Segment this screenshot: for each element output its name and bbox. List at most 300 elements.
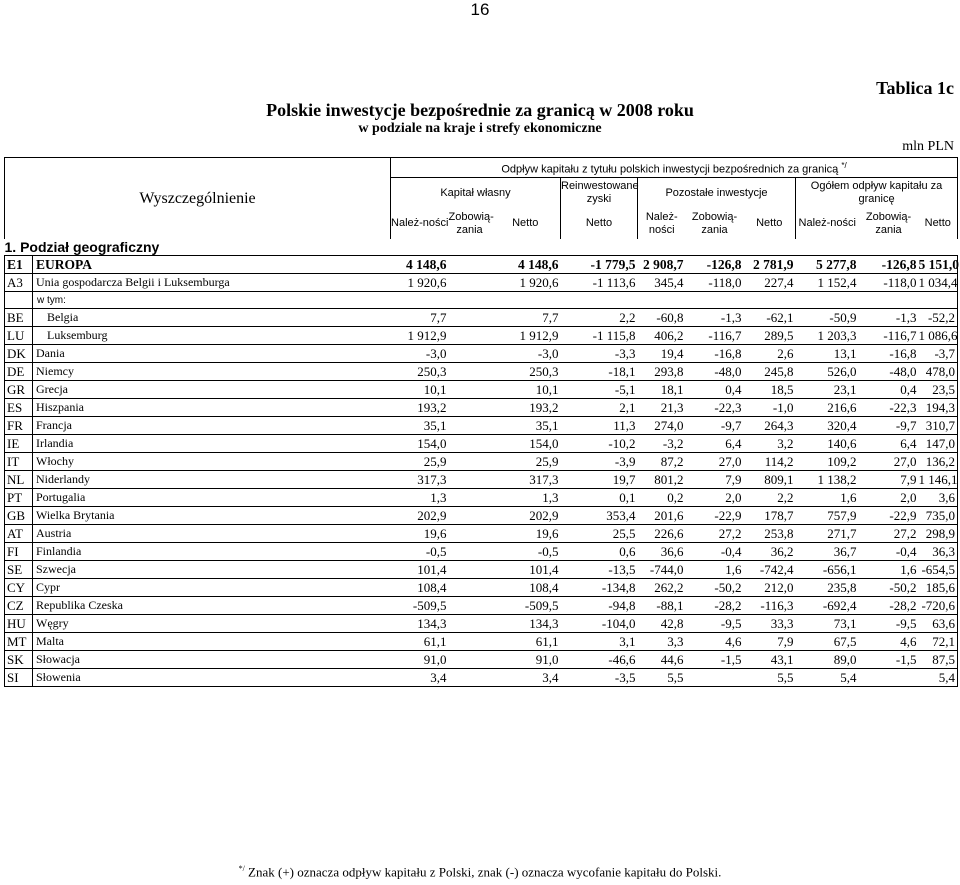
value-cell: 6,4 [859,435,919,453]
country-name: Węgry [33,615,391,633]
country-name: Austria [33,525,391,543]
country-name: Szwecja [33,561,391,579]
value-cell: 2,1 [561,399,638,417]
country-code: FR [5,417,33,435]
value-cell: -0,5 [391,543,449,561]
value-cell: -28,2 [859,597,919,615]
value-cell: 7,9 [686,471,744,489]
value-cell: 36,3 [919,543,958,561]
table-row [5,633,958,651]
value-cell: -3,3 [561,345,638,363]
value-cell: -744,0 [638,561,686,579]
value-cell: 42,8 [638,615,686,633]
value-cell: -22,3 [859,399,919,417]
value-cell [449,256,491,274]
value-cell: -116,7 [859,327,919,345]
value-cell: -134,8 [561,579,638,597]
value-cell: 89,0 [796,651,859,669]
country-code: E1 [5,256,33,274]
value-cell: -13,5 [561,561,638,579]
value-cell: -126,8 [686,256,744,274]
value-cell: -9,5 [686,615,744,633]
value-cell: 2,2 [744,489,796,507]
value-cell: -1,5 [859,651,919,669]
value-cell: -50,2 [859,579,919,597]
value-cell: 1 034,4 [918,274,958,290]
value-cell: -22,9 [686,507,744,525]
value-cell: 18,5 [744,381,796,399]
country-name: Unia gospodarcza Belgii i Luksemburga [33,274,391,292]
value-cell: 134,3 [491,615,561,633]
value-cell: 36,7 [796,543,859,561]
value-cell [449,561,491,579]
value-cell [449,274,491,292]
table-row [5,345,958,363]
value-cell: 6,4 [686,435,744,453]
table-row [5,507,958,525]
table-row [5,381,958,399]
value-cell: 3,2 [744,435,796,453]
value-cell: 5,4 [919,669,958,687]
value-cell: -18,1 [561,363,638,381]
value-cell [449,327,491,345]
value-cell: 154,0 [491,435,561,453]
value-cell: 73,1 [796,615,859,633]
value-cell: 250,3 [391,363,449,381]
value-cell: -60,8 [638,309,686,327]
value-cell: 4,6 [686,633,744,651]
value-cell: 101,4 [391,561,449,579]
value-cell: -5,1 [561,381,638,399]
value-cell: 253,8 [744,525,796,543]
equity-header: Kapitał własny [391,178,561,209]
value-cell: 227,4 [744,274,796,292]
value-cell: -1 115,8 [561,327,638,345]
value-cell: 4 148,6 [391,256,449,274]
value-cell: 109,2 [796,453,859,471]
total-header: Ogółem odpływ kapitału za granicę [796,178,958,209]
value-cell: 25,5 [561,525,638,543]
value-cell: 4 148,6 [491,256,561,274]
value-cell [686,669,744,687]
value-cell: 1,6 [859,561,919,579]
other-claims-header: Należ-ności [638,209,686,239]
value-cell: -22,3 [686,399,744,417]
value-cell: 1 920,6 [391,274,449,292]
value-cell: 212,0 [744,579,796,597]
table-row [5,363,958,381]
value-cell: 2,6 [744,345,796,363]
value-cell: -0,4 [859,543,919,561]
value-cell [449,507,491,525]
value-cell [449,345,491,363]
country-name: Francja [33,417,391,435]
value-cell: 11,3 [561,417,638,435]
value-cell: 202,9 [391,507,449,525]
value-cell: 134,3 [391,615,449,633]
value-cell: 1 203,3 [796,327,859,345]
country-name: Grecja [33,381,391,399]
value-cell: 19,4 [638,345,686,363]
total-liabilities-header: Zobowią-zania [865,210,912,236]
value-cell: -118,0 [859,274,919,292]
value-cell: 320,4 [796,417,859,435]
country-code: DE [5,363,33,381]
unit-label: mln PLN [902,139,954,154]
value-cell: 27,2 [686,525,744,543]
value-cell [859,669,919,687]
value-cell: -52,2 [919,309,958,327]
value-cell: 0,6 [561,543,638,561]
value-cell: 63,6 [919,615,958,633]
section-label: 1. Podział geograficzny [4,238,160,255]
value-cell: -1 779,5 [561,256,638,274]
value-cell: 293,8 [638,363,686,381]
table-row [5,309,958,327]
other-liabilities-header: Zobowią-zania [691,210,738,236]
value-cell [449,525,491,543]
within-code-cell [5,292,33,309]
value-cell: -10,2 [561,435,638,453]
value-cell: 23,5 [919,381,958,399]
value-cell: 36,6 [638,543,686,561]
value-cell: -509,5 [391,597,449,615]
value-cell: -48,0 [686,363,744,381]
value-cell: -50,2 [686,579,744,597]
value-cell: 87,2 [638,453,686,471]
value-cell: 25,9 [491,453,561,471]
value-cell: 4,6 [859,633,919,651]
value-cell: 289,5 [744,327,796,345]
value-cell: -16,8 [686,345,744,363]
table-row [5,525,958,543]
value-cell: 226,6 [638,525,686,543]
row-label-header: Wyszczególnienie [5,158,391,239]
value-cell: 19,7 [561,471,638,489]
value-cell: -22,9 [859,507,919,525]
value-cell [449,633,491,651]
value-cell: 193,2 [391,399,449,417]
value-cell: 114,2 [744,453,796,471]
table-row [5,435,958,453]
value-cell [449,489,491,507]
value-cell: 0,2 [638,489,686,507]
value-cell [449,471,491,489]
value-cell [449,417,491,435]
value-cell: 35,1 [491,417,561,435]
value-cell [449,543,491,561]
value-cell: 7,9 [859,471,919,489]
value-cell: 13,1 [796,345,859,363]
country-code: DK [5,345,33,363]
value-cell: 5,5 [744,669,796,687]
value-cell: 526,0 [796,363,859,381]
value-cell: 353,4 [561,507,638,525]
value-cell: 809,1 [744,471,796,489]
value-cell: 194,3 [919,399,958,417]
country-name: Belgia [33,309,391,327]
value-cell: 35,1 [391,417,449,435]
value-cell: 317,3 [491,471,561,489]
value-cell: 3,3 [638,633,686,651]
value-cell: -28,2 [686,597,744,615]
value-cell: 19,6 [391,525,449,543]
country-code: IE [5,435,33,453]
value-cell: 36,2 [744,543,796,561]
value-cell: 10,1 [491,381,561,399]
value-cell: 478,0 [919,363,958,381]
value-cell: 61,1 [491,633,561,651]
country-code: PT [5,489,33,507]
table-row [5,274,958,292]
country-name: EUROPA [33,256,391,274]
value-cell: 1 138,2 [796,471,859,489]
table-row [5,615,958,633]
value-cell [449,381,491,399]
country-name: Słowacja [33,651,391,669]
value-cell: -118,0 [686,274,744,292]
equity-liabilities-header: Zobowią-zania [448,210,494,236]
value-cell: 2 781,9 [744,256,796,274]
value-cell: 0,1 [561,489,638,507]
country-code: GR [5,381,33,399]
value-cell: 33,3 [744,615,796,633]
value-cell: 67,5 [796,633,859,651]
value-cell: 5 277,8 [796,256,859,274]
value-cell: -104,0 [561,615,638,633]
value-cell: 25,9 [391,453,449,471]
value-cell: 801,2 [638,471,686,489]
value-cell: 245,8 [744,363,796,381]
value-cell: -509,5 [491,597,561,615]
value-cell: -3,2 [638,435,686,453]
value-cell: 235,8 [796,579,859,597]
value-cell: -3,5 [561,669,638,687]
page-subtitle: w podziale na kraje i strefy ekonomiczne [358,121,602,136]
value-cell: -1,3 [686,309,744,327]
country-code: SK [5,651,33,669]
country-name: Wielka Brytania [33,507,391,525]
value-cell: 1 146,1 [918,471,958,487]
table-row [5,399,958,417]
value-cell: 5 151,0 [918,256,959,272]
value-cell: 44,6 [638,651,686,669]
value-cell: -1 113,6 [561,274,638,292]
country-code: ES [5,399,33,417]
page-title: Polskie inwestycje bezpośrednie za granicą w 2008 roku [266,100,694,120]
within-label: w tym: [33,292,958,309]
value-cell: 19,6 [491,525,561,543]
value-cell: 140,6 [796,435,859,453]
value-cell: 10,1 [391,381,449,399]
value-cell: 274,0 [638,417,686,435]
value-cell: 2,0 [859,489,919,507]
other-net-header: Netto [756,217,783,229]
table-label: Tablica 1c [876,78,954,98]
within-row [5,292,958,309]
total-net-header: Netto [919,209,958,239]
value-cell: 108,4 [491,579,561,597]
value-cell: 264,3 [744,417,796,435]
value-cell: -116,3 [744,597,796,615]
value-cell: -94,8 [561,597,638,615]
value-cell: 2,0 [686,489,744,507]
table-body [5,239,958,687]
footnote: */ Znak (+) oznacza odpływ kapitału z Polski, znak (-) oznacza wycofanie kapitału do Polski. [238,864,722,880]
value-cell: 201,6 [638,507,686,525]
value-cell: 72,1 [919,633,958,651]
table-row [5,417,958,435]
value-cell [449,453,491,471]
country-code: MT [5,633,33,651]
value-cell: 178,7 [744,507,796,525]
value-cell: -0,5 [491,543,561,561]
value-cell: 216,6 [796,399,859,417]
value-cell [449,579,491,597]
table-row [5,256,958,274]
value-cell: 271,7 [796,525,859,543]
country-code: AT [5,525,33,543]
value-cell: -126,8 [859,256,919,274]
value-cell: -1,3 [859,309,919,327]
value-cell: 7,9 [744,633,796,651]
country-code: IT [5,453,33,471]
value-cell: 23,1 [796,381,859,399]
value-cell: 1 920,6 [491,274,561,292]
value-cell: 27,0 [686,453,744,471]
value-cell [449,435,491,453]
value-cell: 27,0 [859,453,919,471]
country-code: A3 [5,274,33,292]
country-name: Finlandia [33,543,391,561]
value-cell: 1,3 [391,489,449,507]
equity-claims-header: Należ-ności [391,209,449,239]
value-cell: 185,6 [919,579,958,597]
value-cell: 1,6 [686,561,744,579]
value-cell: 136,2 [919,453,958,471]
value-cell [449,363,491,381]
page-number: 16 [470,0,490,19]
table-row [5,669,958,687]
value-cell: 147,0 [919,435,958,453]
value-cell: -742,4 [744,561,796,579]
country-code: FI [5,543,33,561]
country-name: Portugalia [33,489,391,507]
value-cell: 250,3 [491,363,561,381]
value-cell: 317,3 [391,471,449,489]
super-header: Odpływ kapitału z tytułu polskich inwestycji bezpośrednich za granicą */ [391,158,958,178]
table-row [5,471,958,489]
value-cell: 1 912,9 [491,327,561,345]
value-cell [449,669,491,687]
country-code: SI [5,669,33,687]
value-cell: -1,0 [744,399,796,417]
country-name: Republika Czeska [33,597,391,615]
section-row [5,239,958,256]
value-cell: -656,1 [796,561,859,579]
value-cell: 1,6 [796,489,859,507]
value-cell: 91,0 [391,651,449,669]
value-cell: 0,4 [859,381,919,399]
country-name: Włochy [33,453,391,471]
value-cell: -16,8 [859,345,919,363]
value-cell: -3,7 [919,345,958,363]
value-cell: -1,5 [686,651,744,669]
value-cell: -46,6 [561,651,638,669]
value-cell: 0,4 [686,381,744,399]
country-code: CZ [5,597,33,615]
value-cell: 735,0 [919,507,958,525]
value-cell: 2,2 [561,309,638,327]
equity-net-header: Netto [512,217,539,229]
value-cell [449,399,491,417]
table-row [5,327,958,345]
value-cell: -88,1 [638,597,686,615]
value-cell: 7,7 [491,309,561,327]
value-cell: -692,4 [796,597,859,615]
country-name: Niemcy [33,363,391,381]
value-cell: 3,6 [919,489,958,507]
value-cell [449,651,491,669]
country-code: LU [5,327,33,345]
value-cell: 310,7 [919,417,958,435]
value-cell: 18,1 [638,381,686,399]
value-cell: -720,6 [919,597,958,615]
value-cell: 3,4 [391,669,449,687]
value-cell [449,309,491,327]
table-row [5,597,958,615]
data-table [4,157,958,687]
value-cell: 27,2 [859,525,919,543]
country-code: HU [5,615,33,633]
table-row [5,561,958,579]
value-cell: 1 912,9 [391,327,449,345]
value-cell: -50,9 [796,309,859,327]
value-cell: -9,7 [859,417,919,435]
value-cell: 5,5 [638,669,686,687]
value-cell: -9,5 [859,615,919,633]
value-cell: -62,1 [744,309,796,327]
value-cell: 345,4 [638,274,686,292]
country-code: CY [5,579,33,597]
value-cell: -3,0 [491,345,561,363]
value-cell: 101,4 [491,561,561,579]
country-name: Słowenia [33,669,391,687]
country-code: NL [5,471,33,489]
country-code: GB [5,507,33,525]
table-row [5,651,958,669]
value-cell: -48,0 [859,363,919,381]
value-cell: 154,0 [391,435,449,453]
value-cell: 1 086,6 [918,327,958,343]
value-cell: 298,9 [919,525,958,543]
value-cell: -116,7 [686,327,744,345]
country-name: Malta [33,633,391,651]
value-cell: 2 908,7 [638,256,686,274]
value-cell: 262,2 [638,579,686,597]
value-cell: -3,0 [391,345,449,363]
value-cell [449,597,491,615]
value-cell [449,615,491,633]
table-row [5,543,958,561]
value-cell: -9,7 [686,417,744,435]
table-row [5,579,958,597]
value-cell: -3,9 [561,453,638,471]
value-cell: 193,2 [491,399,561,417]
country-name: Irlandia [33,435,391,453]
country-name: Hiszpania [33,399,391,417]
value-cell: 108,4 [391,579,449,597]
